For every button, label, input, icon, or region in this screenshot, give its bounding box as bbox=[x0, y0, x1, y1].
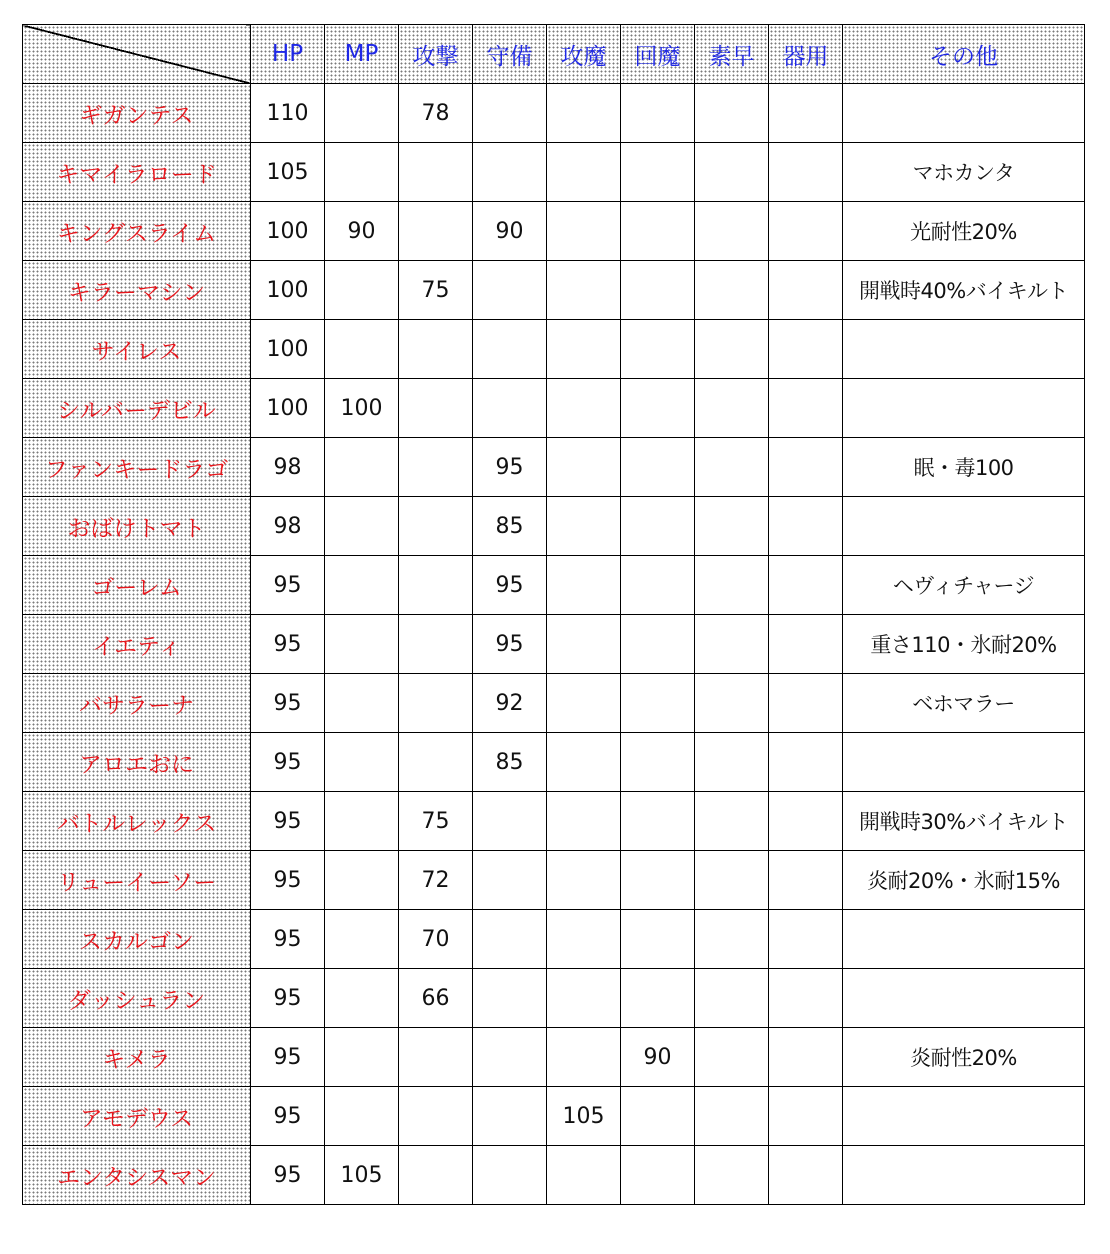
cell-mp bbox=[325, 733, 399, 792]
cell-mp bbox=[325, 438, 399, 497]
cell-heal-magic bbox=[621, 910, 695, 969]
cell-mp bbox=[325, 1028, 399, 1087]
cell-attack: 75 bbox=[399, 792, 473, 851]
cell-speed bbox=[695, 202, 769, 261]
cell-speed bbox=[695, 379, 769, 438]
table-row bbox=[23, 143, 1085, 202]
table-row bbox=[23, 910, 1085, 969]
monster-name-cell: イエティ bbox=[23, 615, 251, 674]
cell-defense: 95 bbox=[473, 615, 547, 674]
table-row bbox=[23, 615, 1085, 674]
cell-defense bbox=[473, 792, 547, 851]
cell-heal-magic bbox=[621, 202, 695, 261]
cell-attack-magic bbox=[547, 792, 621, 851]
cell-speed bbox=[695, 674, 769, 733]
cell-attack-magic bbox=[547, 320, 621, 379]
cell-defense bbox=[473, 851, 547, 910]
cell-other: 炎耐20%・氷耐15% bbox=[843, 851, 1085, 910]
cell-mp bbox=[325, 84, 399, 143]
monster-name-cell: ダッシュラン bbox=[23, 969, 251, 1028]
cell-dexterity bbox=[769, 143, 843, 202]
cell-speed bbox=[695, 143, 769, 202]
cell-heal-magic bbox=[621, 379, 695, 438]
column-header-other: その他 bbox=[843, 25, 1085, 84]
cell-dexterity bbox=[769, 497, 843, 556]
cell-other bbox=[843, 969, 1085, 1028]
cell-hp: 95 bbox=[251, 1028, 325, 1087]
monster-name-cell: キラーマシン bbox=[23, 261, 251, 320]
cell-dexterity bbox=[769, 792, 843, 851]
corner-cell bbox=[23, 25, 251, 84]
cell-mp bbox=[325, 556, 399, 615]
cell-other bbox=[843, 84, 1085, 143]
cell-heal-magic bbox=[621, 497, 695, 556]
cell-dexterity bbox=[769, 615, 843, 674]
cell-speed bbox=[695, 497, 769, 556]
cell-dexterity bbox=[769, 320, 843, 379]
table-row bbox=[23, 84, 1085, 143]
table-row bbox=[23, 261, 1085, 320]
column-header-defense: 守備 bbox=[473, 25, 547, 84]
cell-heal-magic bbox=[621, 84, 695, 143]
table-row bbox=[23, 556, 1085, 615]
cell-heal-magic bbox=[621, 615, 695, 674]
cell-hp: 105 bbox=[251, 143, 325, 202]
cell-other bbox=[843, 1146, 1085, 1205]
cell-dexterity bbox=[769, 851, 843, 910]
cell-dexterity bbox=[769, 969, 843, 1028]
monster-stats-table bbox=[22, 24, 1085, 1205]
monster-name-cell: スカルゴン bbox=[23, 910, 251, 969]
cell-speed bbox=[695, 320, 769, 379]
cell-hp: 95 bbox=[251, 1146, 325, 1205]
cell-attack bbox=[399, 615, 473, 674]
cell-heal-magic bbox=[621, 261, 695, 320]
cell-dexterity bbox=[769, 379, 843, 438]
cell-heal-magic: 90 bbox=[621, 1028, 695, 1087]
table-row bbox=[23, 1087, 1085, 1146]
cell-other: ベホマラー bbox=[843, 674, 1085, 733]
column-header-mp: MP bbox=[325, 25, 399, 84]
cell-attack-magic bbox=[547, 615, 621, 674]
cell-hp: 98 bbox=[251, 438, 325, 497]
cell-speed bbox=[695, 851, 769, 910]
cell-attack bbox=[399, 1146, 473, 1205]
cell-hp: 95 bbox=[251, 792, 325, 851]
cell-hp: 98 bbox=[251, 497, 325, 556]
cell-defense bbox=[473, 84, 547, 143]
cell-other: ヘヴィチャージ bbox=[843, 556, 1085, 615]
cell-attack-magic bbox=[547, 438, 621, 497]
cell-mp: 100 bbox=[325, 379, 399, 438]
cell-hp: 100 bbox=[251, 261, 325, 320]
cell-heal-magic bbox=[621, 438, 695, 497]
cell-attack: 78 bbox=[399, 84, 473, 143]
cell-mp bbox=[325, 320, 399, 379]
cell-hp: 95 bbox=[251, 851, 325, 910]
cell-defense bbox=[473, 261, 547, 320]
cell-dexterity bbox=[769, 84, 843, 143]
cell-defense bbox=[473, 320, 547, 379]
cell-defense: 85 bbox=[473, 733, 547, 792]
cell-speed bbox=[695, 910, 769, 969]
cell-hp: 95 bbox=[251, 1087, 325, 1146]
table-row bbox=[23, 202, 1085, 261]
cell-attack-magic bbox=[547, 851, 621, 910]
cell-hp: 95 bbox=[251, 556, 325, 615]
cell-heal-magic bbox=[621, 1087, 695, 1146]
cell-mp bbox=[325, 792, 399, 851]
cell-attack bbox=[399, 379, 473, 438]
cell-defense: 95 bbox=[473, 556, 547, 615]
cell-other: 重さ110・氷耐20% bbox=[843, 615, 1085, 674]
cell-dexterity bbox=[769, 674, 843, 733]
monster-name-cell: バトルレックス bbox=[23, 792, 251, 851]
cell-mp: 90 bbox=[325, 202, 399, 261]
cell-attack-magic bbox=[547, 202, 621, 261]
cell-dexterity bbox=[769, 910, 843, 969]
cell-attack-magic bbox=[547, 910, 621, 969]
cell-attack-magic bbox=[547, 497, 621, 556]
monster-name-cell: ゴーレム bbox=[23, 556, 251, 615]
cell-attack: 75 bbox=[399, 261, 473, 320]
cell-attack bbox=[399, 556, 473, 615]
cell-other: 炎耐性20% bbox=[843, 1028, 1085, 1087]
cell-mp bbox=[325, 497, 399, 556]
cell-attack bbox=[399, 320, 473, 379]
monster-name-cell: キメラ bbox=[23, 1028, 251, 1087]
table-row bbox=[23, 1028, 1085, 1087]
table-row bbox=[23, 792, 1085, 851]
column-header-heal-magic: 回魔 bbox=[621, 25, 695, 84]
monster-name-cell: おばけトマト bbox=[23, 497, 251, 556]
cell-other: 光耐性20% bbox=[843, 202, 1085, 261]
cell-dexterity bbox=[769, 1146, 843, 1205]
monster-name-cell: ファンキードラゴ bbox=[23, 438, 251, 497]
cell-hp: 95 bbox=[251, 910, 325, 969]
table-row bbox=[23, 379, 1085, 438]
cell-heal-magic bbox=[621, 733, 695, 792]
monster-name-cell: キングスライム bbox=[23, 202, 251, 261]
cell-hp: 95 bbox=[251, 969, 325, 1028]
cell-other: マホカンタ bbox=[843, 143, 1085, 202]
column-header-attack-magic: 攻魔 bbox=[547, 25, 621, 84]
cell-defense: 95 bbox=[473, 438, 547, 497]
cell-other bbox=[843, 733, 1085, 792]
column-header-dexterity: 器用 bbox=[769, 25, 843, 84]
table-row bbox=[23, 733, 1085, 792]
monster-name-cell: アロエおに bbox=[23, 733, 251, 792]
cell-defense bbox=[473, 1028, 547, 1087]
cell-mp bbox=[325, 1087, 399, 1146]
cell-attack bbox=[399, 202, 473, 261]
cell-defense: 90 bbox=[473, 202, 547, 261]
cell-attack-magic bbox=[547, 733, 621, 792]
cell-heal-magic bbox=[621, 851, 695, 910]
monster-name-cell: リューイーソー bbox=[23, 851, 251, 910]
cell-speed bbox=[695, 792, 769, 851]
cell-dexterity bbox=[769, 261, 843, 320]
cell-mp bbox=[325, 969, 399, 1028]
cell-speed bbox=[695, 84, 769, 143]
cell-hp: 95 bbox=[251, 674, 325, 733]
cell-heal-magic bbox=[621, 320, 695, 379]
table-row bbox=[23, 969, 1085, 1028]
cell-defense: 92 bbox=[473, 674, 547, 733]
cell-defense bbox=[473, 143, 547, 202]
column-header-attack: 攻撃 bbox=[399, 25, 473, 84]
cell-mp bbox=[325, 143, 399, 202]
cell-mp bbox=[325, 910, 399, 969]
monster-name-cell: サイレス bbox=[23, 320, 251, 379]
cell-heal-magic bbox=[621, 143, 695, 202]
cell-attack bbox=[399, 733, 473, 792]
cell-hp: 100 bbox=[251, 379, 325, 438]
cell-heal-magic bbox=[621, 674, 695, 733]
cell-hp: 110 bbox=[251, 84, 325, 143]
cell-dexterity bbox=[769, 438, 843, 497]
cell-attack bbox=[399, 438, 473, 497]
cell-attack bbox=[399, 674, 473, 733]
monster-name-cell: キマイラロード bbox=[23, 143, 251, 202]
cell-attack bbox=[399, 497, 473, 556]
cell-defense: 85 bbox=[473, 497, 547, 556]
cell-attack-magic bbox=[547, 969, 621, 1028]
cell-attack-magic bbox=[547, 379, 621, 438]
cell-defense bbox=[473, 1146, 547, 1205]
cell-attack-magic bbox=[547, 143, 621, 202]
cell-speed bbox=[695, 615, 769, 674]
cell-mp bbox=[325, 851, 399, 910]
cell-heal-magic bbox=[621, 792, 695, 851]
table-row bbox=[23, 320, 1085, 379]
cell-attack-magic bbox=[547, 674, 621, 733]
cell-attack: 72 bbox=[399, 851, 473, 910]
cell-speed bbox=[695, 556, 769, 615]
cell-dexterity bbox=[769, 1087, 843, 1146]
monster-name-cell: バサラーナ bbox=[23, 674, 251, 733]
cell-dexterity bbox=[769, 556, 843, 615]
cell-defense bbox=[473, 969, 547, 1028]
table-row bbox=[23, 1146, 1085, 1205]
column-header-hp: HP bbox=[251, 25, 325, 84]
cell-attack: 70 bbox=[399, 910, 473, 969]
monster-name-cell: ギガンテス bbox=[23, 84, 251, 143]
cell-dexterity bbox=[769, 202, 843, 261]
cell-mp bbox=[325, 674, 399, 733]
cell-attack-magic bbox=[547, 1146, 621, 1205]
cell-other bbox=[843, 1087, 1085, 1146]
cell-attack: 66 bbox=[399, 969, 473, 1028]
cell-heal-magic bbox=[621, 1146, 695, 1205]
cell-mp bbox=[325, 261, 399, 320]
cell-other: 眠・毒100 bbox=[843, 438, 1085, 497]
cell-other bbox=[843, 320, 1085, 379]
cell-speed bbox=[695, 438, 769, 497]
cell-other bbox=[843, 379, 1085, 438]
cell-heal-magic bbox=[621, 969, 695, 1028]
cell-hp: 100 bbox=[251, 320, 325, 379]
cell-attack bbox=[399, 1087, 473, 1146]
cell-heal-magic bbox=[621, 556, 695, 615]
cell-defense bbox=[473, 1087, 547, 1146]
cell-defense bbox=[473, 910, 547, 969]
header-row bbox=[23, 25, 1085, 84]
cell-attack-magic: 105 bbox=[547, 1087, 621, 1146]
cell-attack bbox=[399, 1028, 473, 1087]
cell-other bbox=[843, 910, 1085, 969]
cell-other: 開戦時30%バイキルト bbox=[843, 792, 1085, 851]
cell-mp bbox=[325, 615, 399, 674]
cell-speed bbox=[695, 1028, 769, 1087]
cell-dexterity bbox=[769, 1028, 843, 1087]
cell-speed bbox=[695, 1146, 769, 1205]
cell-hp: 95 bbox=[251, 615, 325, 674]
cell-speed bbox=[695, 969, 769, 1028]
table-row bbox=[23, 674, 1085, 733]
monster-name-cell: アモデウス bbox=[23, 1087, 251, 1146]
cell-attack-magic bbox=[547, 1028, 621, 1087]
cell-hp: 95 bbox=[251, 733, 325, 792]
cell-defense bbox=[473, 379, 547, 438]
cell-attack bbox=[399, 143, 473, 202]
monster-name-cell: シルバーデビル bbox=[23, 379, 251, 438]
cell-attack-magic bbox=[547, 556, 621, 615]
cell-speed bbox=[695, 733, 769, 792]
cell-attack-magic bbox=[547, 261, 621, 320]
cell-dexterity bbox=[769, 733, 843, 792]
table-row bbox=[23, 851, 1085, 910]
cell-hp: 100 bbox=[251, 202, 325, 261]
cell-other bbox=[843, 497, 1085, 556]
table-row bbox=[23, 438, 1085, 497]
cell-attack-magic bbox=[547, 84, 621, 143]
cell-speed bbox=[695, 1087, 769, 1146]
column-header-speed: 素早 bbox=[695, 25, 769, 84]
cell-other: 開戦時40%バイキルト bbox=[843, 261, 1085, 320]
cell-speed bbox=[695, 261, 769, 320]
monster-name-cell: エンタシスマン bbox=[23, 1146, 251, 1205]
table-row bbox=[23, 497, 1085, 556]
cell-mp: 105 bbox=[325, 1146, 399, 1205]
